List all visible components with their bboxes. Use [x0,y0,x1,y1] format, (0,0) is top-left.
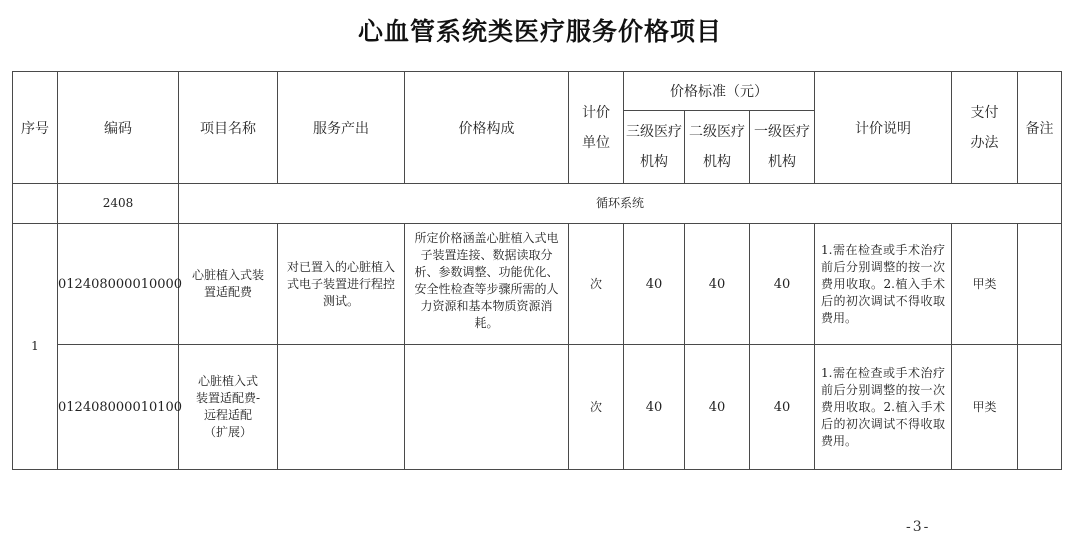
row-name-text: 心脏植入式装置适配费-远程适配（扩展） [195,374,261,439]
row-tier3-price: 40 [624,224,685,345]
header-remark: 备注 [1018,72,1062,184]
header-tier1-text: 一级医疗机构 [753,124,810,170]
header-unit [569,72,624,184]
row-tier3-price: 40 [624,345,685,470]
price-table [12,71,1062,470]
row-name [179,345,278,470]
row-payment: 甲类 [952,345,1018,470]
header-price-standard: 价格标准（元） [624,72,815,111]
header-tier1 [750,111,815,184]
header-tier3-text: 三级医疗机构 [625,124,682,170]
page-number: -3- [906,519,931,535]
group-seq: 1 [13,224,58,470]
row-remark [1018,345,1062,470]
category-code: 2408 [58,184,179,224]
document-title: 心血管系统类医疗服务价格项目 [357,17,722,46]
row-tier2-price: 40 [685,345,750,470]
row-code: 012408000010100 [58,345,179,470]
row-tier1-price: 40 [750,224,815,345]
category-seq-cell [13,184,58,224]
row-payment: 甲类 [952,224,1018,345]
row-output [278,345,405,470]
header-row-1 [13,72,1062,111]
header-tier3 [624,111,685,184]
row-remark [1018,224,1062,345]
header-tier2-text: 二级医疗机构 [688,124,745,170]
category-name: 循环系统 [179,184,1062,224]
header-payment-text: 支付办法 [970,104,999,151]
row-output: 对已置入的心脏植入式电子装置进行程控测试。 [278,224,405,345]
category-row [13,184,1062,224]
row-explanation: 1.需在检查或手术治疗前后分别调整的按一次费用收取。2.植入手术后的初次调试不得收取费用。 [815,224,952,345]
row-explanation: 1.需在检查或手术治疗前后分别调整的按一次费用收取。2.植入手术后的初次调试不得收取费用。 [815,345,952,470]
header-composition: 价格构成 [405,72,569,184]
row-name [179,224,278,345]
row-name-text: 心脏植入式装置适配费 [191,268,264,299]
header-name: 项目名称 [179,72,278,184]
row-tier2-price: 40 [685,224,750,345]
header-explanation: 计价说明 [815,72,952,184]
table-row [13,224,1062,345]
row-unit: 次 [569,345,624,470]
row-composition [405,345,569,470]
header-output: 服务产出 [278,72,405,184]
row-composition: 所定价格涵盖心脏植入式电子装置连接、数据读取分析、参数调整、功能优化、安全性检查等步骤所需的人力资源和基本物质资源消耗。 [405,224,569,345]
row-unit: 次 [569,224,624,345]
row-tier1-price: 40 [750,345,815,470]
header-tier2 [685,111,750,184]
header-payment [952,72,1018,184]
row-code: 012408000010000 [58,224,179,345]
header-unit-text: 计价单位 [581,104,610,151]
table-row [13,345,1062,470]
header-code: 编码 [58,72,179,184]
header-seq: 序号 [13,72,58,184]
